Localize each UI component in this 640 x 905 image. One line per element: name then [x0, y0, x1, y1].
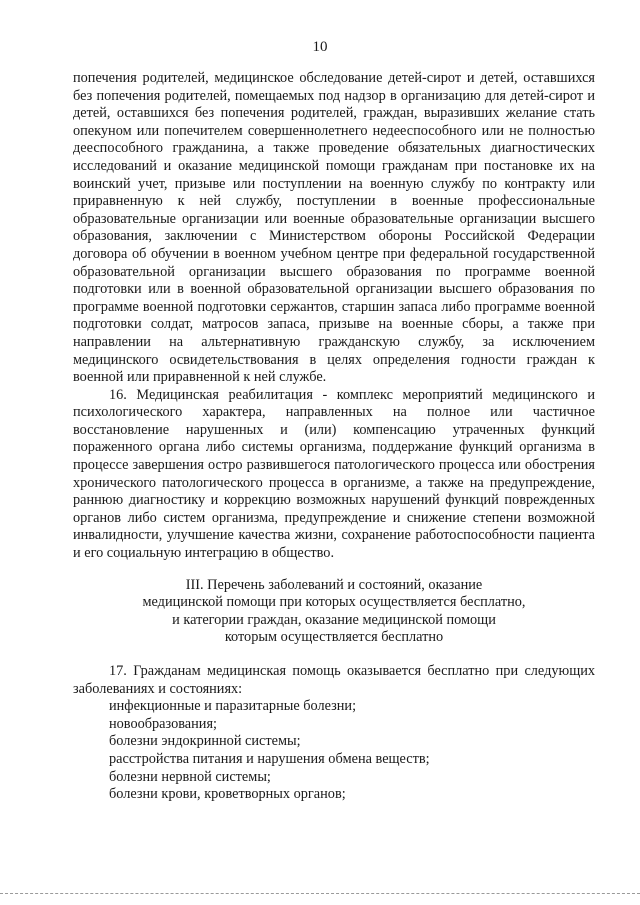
- section-heading-line: медицинской помощи при которых осуществляется бесплатно,: [142, 594, 526, 611]
- section-heading-line: и категории граждан, оказание медицинской помощи: [172, 611, 496, 628]
- section-heading-line: III. Перечень заболеваний и состояний, оказание: [185, 576, 483, 593]
- page-bottom-divider: [0, 893, 640, 894]
- list-item: болезни крови, кроветворных органов;: [109, 786, 346, 803]
- list-item: инфекционные и паразитарные болезни;: [109, 698, 357, 715]
- list-item: новообразования;: [109, 715, 217, 732]
- section-heading-iii: [73, 577, 595, 647]
- list-item: болезни нервной системы;: [109, 768, 271, 785]
- document-body: [73, 70, 595, 804]
- paragraph-16-medical-rehabilitation: 16. Медицинская реабилитация - комплекс мероприятий медицинского и психологического характера, направленных на полное или частичное восстановление нарушенных и (или) компенсацию утраченных функций пораженного органа либо системы организма, поддержание функций организма в процессе завершения остро развившегося патологического процесса или обострения хронического патологического процесса в организме, а также на предупреждение, раннюю диагностику и коррекцию возможных нарушений функций поврежденных органов либо систем организма, предупреждение и снижение степени возможной инвалидности, улучшение качества жизни, сохранение работоспособности пациента и его социальную интеграцию в общество.: [73, 386, 595, 562]
- list-item: болезни эндокринной системы;: [109, 733, 301, 750]
- section-heading-line: которым осуществляется бесплатно: [224, 629, 444, 646]
- paragraph-continuation: попечения родителей, медицинское обследование детей-сирот и детей, оставшихся без попечения родителей, помещаемых под надзор в организацию для детей-сирот и детей, оставшихся без попечения родителей, граждан, выразивших желание стать опекуном или попечителем совершеннолетнего недееспособного или не полностью дееспособного гражданина, а также проведение обязательных диагностических исследований и оказание медицинской помощи гражданам при постановке их на воинский учет, призыве или поступлении на военную службу по контракту или приравненную к ней службу, поступлении в военные профессиональные образовательные организации или военные образовательные организации высшего образования, заключении с Министерством обороны Российской Федерации договора об обучении в военном учебном центре при федеральной государственной образовательной организации высшего образования по программе военной подготовки или в военной образовательной организации высшего образования по программе военной подготовки сержантов, старшин запаса либо программе военной подготовки солдат, матросов запаса, призыве на военные сборы, а также при направлении на альтернативную гражданскую службу, за исключением медицинского освидетельствования в целях определения годности граждан к военной или приравненной к ней службе.: [73, 70, 595, 386]
- page-number: 10: [312, 39, 328, 55]
- list-item: расстройства питания и нарушения обмена веществ;: [109, 750, 430, 767]
- paragraph-17-free-care: 17. Гражданам медицинская помощь оказывается бесплатно при следующих заболеваниях и состояниях:: [73, 663, 595, 697]
